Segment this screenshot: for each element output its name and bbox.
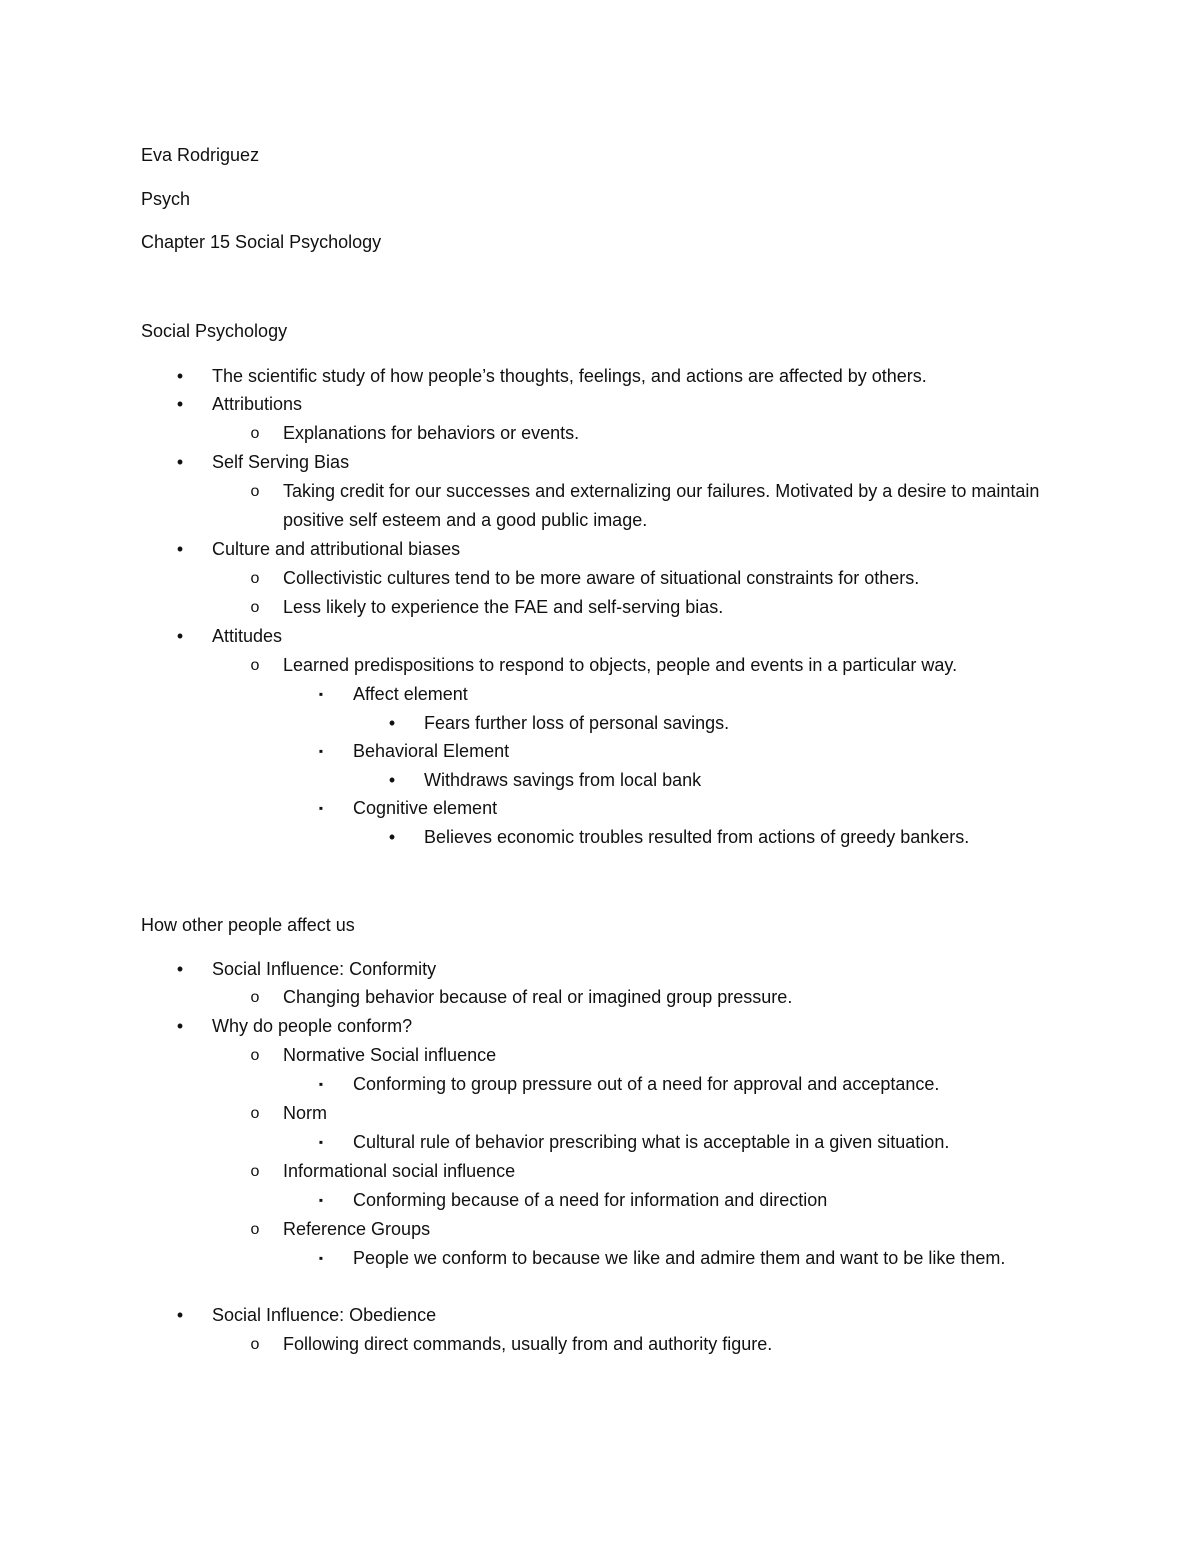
list-item: • Self Serving Bias [0,448,1200,477]
circle-marker: o [250,599,260,616]
author-name: Eva Rodriguez [141,145,260,165]
course-name: Psych [141,189,191,209]
circle-marker: o [250,570,260,587]
section-title-how-other-people-affect-us: How other people affect us [141,915,355,935]
list-item: ▪ Cognitive element [0,794,1200,823]
section-title-social-psychology: Social Psychology [141,321,288,341]
circle-marker: o [250,989,260,1006]
square-marker: ▪ [318,801,324,815]
list-item: ▪ Conforming to group pressure out of a need for approval and acceptance. [0,1070,1200,1099]
bullet-marker: • [176,539,184,559]
square-marker: ▪ [318,687,324,701]
list-item: o Learned predispositions to respond to objects, people and events in a particular way. [0,651,1200,680]
list-item: • Attributions [0,390,1200,419]
list-item: ▪ Cultural rule of behavior prescribing what is acceptable in a given situation. [0,1128,1200,1157]
list-item: • Believes economic troubles resulted from actions of greedy bankers. [0,823,1200,852]
circle-marker: o [250,425,260,442]
list-item: ▪ People we conform to because we like and admire them and want to be like them. [0,1244,1200,1273]
list-item: ▪ Affect element [0,680,1200,709]
circle-marker: o [250,657,260,674]
list-item: o Norm [0,1099,1200,1128]
list-item: • The scientific study of how people’s thoughts, feelings, and actions are affected by others. [0,362,1200,391]
bullet-marker: • [176,959,184,979]
square-marker: ▪ [318,1193,324,1207]
list-item: ▪ Conforming because of a need for information and direction [0,1186,1200,1215]
bullet-marker: • [388,827,396,847]
circle-marker: o [250,1047,260,1064]
circle-marker: o [250,1221,260,1238]
bullet-marker: • [388,713,396,733]
list-item: o Normative Social influence [0,1041,1200,1070]
list-item: • Social Influence: Obedience [0,1301,1200,1330]
bullet-marker: • [176,626,184,646]
square-marker: ▪ [318,1135,324,1149]
list-item: o Informational social influence [0,1157,1200,1186]
list-item: • Withdraws savings from local bank [0,766,1200,795]
list-item: ▪ Behavioral Element [0,737,1200,766]
bullet-marker: • [176,366,184,386]
list-item: • Attitudes [0,622,1200,651]
circle-marker: o [250,1105,260,1122]
list-item: o Explanations for behaviors or events. [0,419,1200,448]
list-item: • Social Influence: Conformity [0,955,1200,984]
bullet-marker: • [388,770,396,790]
square-marker: ▪ [318,1251,324,1265]
list-item: o Reference Groups [0,1215,1200,1244]
bullet-marker: • [176,452,184,472]
list-item: o Changing behavior because of real or imagined group pressure. [0,983,1200,1012]
square-marker: ▪ [318,1077,324,1091]
square-marker: ▪ [318,744,324,758]
list-item: o Following direct commands, usually from and authority figure. [0,1330,1200,1359]
circle-marker: o [250,1336,260,1353]
circle-marker: o [250,1163,260,1180]
list-item: • Why do people conform? [0,1012,1200,1041]
list-item: o Less likely to experience the FAE and self-serving bias. [0,593,1200,622]
list-item: • Culture and attributional biases [0,535,1200,564]
list-item: o Taking credit for our successes and externalizing our failures. Motivated by a desire to maintain positive self esteem and a good public image. [0,477,1200,535]
bullet-marker: • [176,1016,184,1036]
chapter-title: Chapter 15 Social Psychology [141,232,382,252]
bullet-marker: • [176,394,184,414]
bullet-marker: • [176,1305,184,1325]
circle-marker: o [250,483,260,500]
list-item: o Collectivistic cultures tend to be more aware of situational constraints for others. [0,564,1200,593]
list-item: • Fears further loss of personal savings. [0,709,1200,738]
